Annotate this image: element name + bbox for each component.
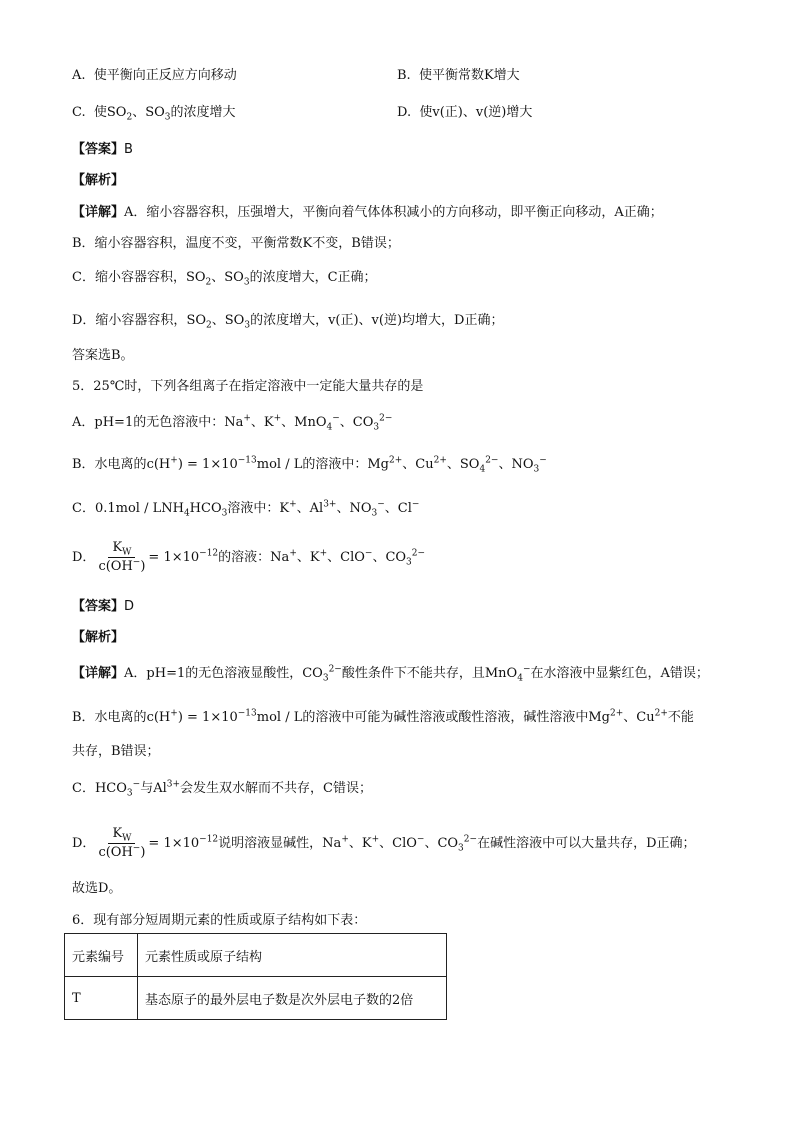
option-letter: B．水电离的	[72, 457, 147, 472]
analysis-heading	[72, 172, 124, 190]
analysis-heading-2	[72, 629, 124, 647]
table-cell: T	[65, 977, 138, 1020]
table-cell: 基态原子的最外层电子数是次外层电子数的2倍	[138, 977, 447, 1020]
detail2-a: 【详解】A．pH=1的无色溶液显酸性，$CO_3^{2-}$酸性条件下不能共存，且MnO$_4$−在水溶液中显紫红色，A错误；	[72, 664, 709, 684]
detail-c: C．缩小容器容积，$SO_2$、$SO_3$的浓度增大，C正确；	[72, 270, 377, 288]
detail-text: D．缩小容器容积，	[72, 313, 187, 328]
detail-text: 会发生双水解而不共存，C错误；	[180, 781, 372, 796]
answer-line	[72, 141, 133, 159]
answer-line-2	[72, 598, 134, 616]
detail-label: 【详解】	[72, 666, 125, 681]
detail-text: 共存，B错误；	[72, 744, 160, 759]
table-header-cell: 元素编号	[65, 934, 138, 977]
detail-label: 【详解】	[72, 205, 125, 220]
detail-text: 说明溶液显碱性，	[218, 836, 323, 851]
question-stem: 5．25℃时，下列各组离子在指定溶液中一定能大量共存的是	[72, 379, 424, 394]
option-text: 的浓度增大	[170, 105, 236, 120]
q5-option-a: A．pH=1的无色溶液中：Na+、K+、MnO$_4$−、$CO_3^{2-}$	[72, 413, 393, 433]
option-text: 的溶液中：	[302, 457, 368, 472]
detail-text: 不能	[667, 710, 694, 725]
option-letter: D.	[397, 105, 412, 120]
option-text: 溶液中：	[227, 501, 280, 516]
option-text: 使	[93, 105, 107, 120]
table-row	[65, 977, 447, 1020]
option-text: 的溶液：	[218, 550, 271, 565]
table-header-row	[65, 934, 447, 977]
table-header-cell: 元素性质或原子结构	[138, 934, 447, 977]
detail-text: 与	[140, 781, 154, 796]
conclusion-text: 答案选B。	[72, 348, 134, 363]
detail-text: 的浓度增大，v(正)、v(逆)均增大，D正确；	[250, 313, 504, 328]
answer-value: B	[124, 142, 133, 157]
q5-stem	[72, 378, 423, 396]
detail-text: B．缩小容器容积，温度不变，平衡常数K不变，B错误；	[72, 236, 400, 251]
answer-label: 【答案】	[72, 599, 125, 614]
option-letter: D．	[72, 550, 96, 565]
detail-text: 在水溶液中显紫红色，A错误；	[530, 666, 709, 681]
answer-value: D	[124, 599, 135, 614]
detail-text: 的浓度增大，C正确；	[249, 270, 377, 285]
detail-text: D．	[72, 836, 96, 851]
option-a	[72, 67, 237, 85]
option-text: pH=1的无色溶液中：	[94, 415, 225, 430]
conclusion-2	[72, 880, 121, 898]
detail-text: A．缩小容器容积，压强增大，平衡向着气体体积减小的方向移动，即平衡正向移动，A正确；	[124, 205, 663, 220]
option-text: 使平衡常数K增大	[418, 68, 520, 83]
answer-label: 【答案】	[72, 142, 125, 157]
option-letter: C．	[72, 501, 95, 516]
analysis-label: 【解析】	[72, 630, 125, 645]
option-letter: A.	[72, 68, 86, 83]
element-table	[64, 933, 447, 1020]
option-text: 使平衡向正反应方向移动	[93, 68, 237, 83]
option-letter: C.	[72, 105, 86, 120]
option-c: C. 使$SO_2$、$SO_3$的浓度增大	[72, 105, 236, 123]
analysis-label: 【解析】	[72, 173, 125, 188]
conclusion-1	[72, 347, 134, 365]
q5-option-c: C．$0.1mol / LNH_4HCO_3$溶液中：K+、$Al^{3+}$、$NO_3^-$、Cl−	[72, 499, 420, 519]
option-d	[397, 104, 532, 122]
q5-option-d: D． $\frac{K_W}{c(OH^-)}$ = $1\times 10^{-12}$的溶液：Na+、K+、ClO−、$CO_3^{2-}$	[72, 540, 426, 574]
conclusion-text: 故选D。	[72, 881, 122, 896]
q5-option-b: B．水电离的$c(H^+) = 1\times 10^{-13}mol / L$的溶液中：$Mg^{2+}$、$Cu^{2+}$、$SO_4^{2-}$、$NO_3^-$	[72, 455, 547, 475]
detail-a	[72, 204, 663, 222]
kw-fraction: $\frac{K_W}{c(OH^-)}$	[98, 826, 146, 860]
option-letter: A．	[72, 415, 95, 430]
detail-text: 的溶液中可能为碱性溶液或酸性溶液，碱性溶液中	[302, 710, 589, 725]
detail-text: 在碱性溶液中可以大量共存，D正确；	[477, 836, 696, 851]
detail2-b-cont	[72, 743, 160, 761]
detail-text: C．	[72, 781, 95, 796]
detail2-d: D． $\frac{K_W}{c(OH^-)}$ = $1\times 10^{-12}$说明溶液显碱性，Na+、K+、ClO−、$CO_3^{2-}$在碱性溶液中可以大量共存，D正确；	[72, 826, 696, 860]
detail-text: B．水电离的	[72, 710, 147, 725]
kw-fraction: $\frac{K_W}{c(OH^-)}$	[98, 540, 146, 574]
detail-d: D．缩小容器容积，$SO_2$、$SO_3$的浓度增大，v(正)、v(逆)均增大，D正确；	[72, 313, 504, 331]
detail-text: 酸性条件下不能共存，且	[341, 666, 485, 681]
q6-stem	[72, 912, 366, 930]
detail-text: C．缩小容器容积，	[72, 270, 186, 285]
option-text: 使v(正)、v(逆)增大	[419, 105, 533, 120]
detail-b	[72, 235, 400, 253]
option-b	[397, 67, 520, 85]
detail-text: A．pH=1的无色溶液显酸性，	[124, 666, 303, 681]
question-stem: 6．现有部分短周期元素的性质或原子结构如下表：	[72, 913, 367, 928]
detail2-b: B．水电离的$c(H^+) = 1\times 10^{-13}mol / L$的溶液中可能为碱性溶液或酸性溶液，碱性溶液中$Mg^{2+}$、$Cu^{2+}$不能	[72, 708, 694, 725]
detail2-c: C．$HCO_3^-$与$Al^{3+}$会发生双水解而不共存，C错误；	[72, 779, 372, 799]
option-letter: B.	[397, 68, 411, 83]
